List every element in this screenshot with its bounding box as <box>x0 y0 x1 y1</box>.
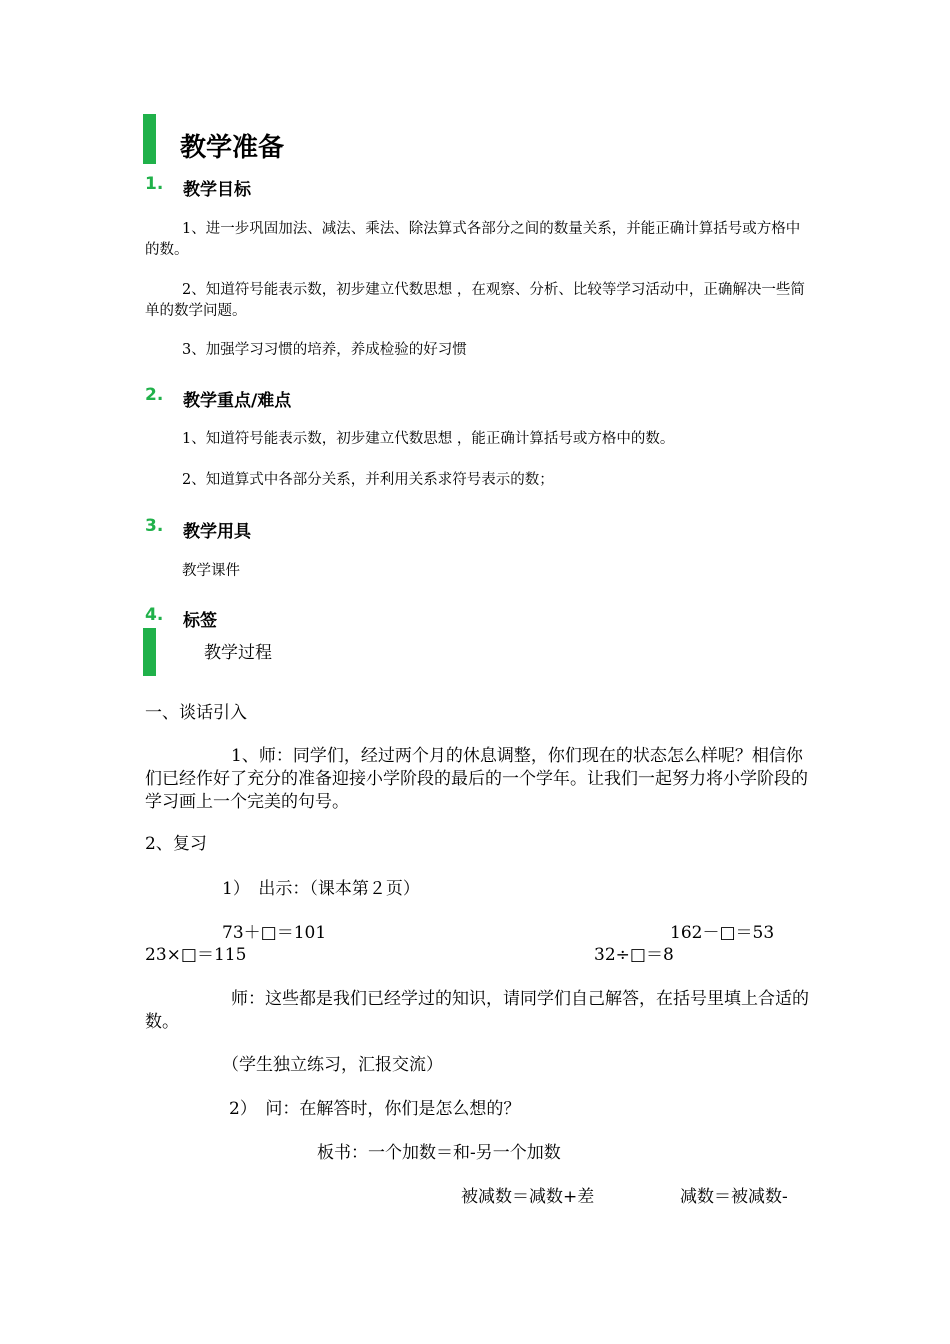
board-line-2: 被减数＝减数+差 <box>461 1187 595 1207</box>
key-point-1: 1、知道符号能表示数，初步建立代数思想 ，能正确计算括号或方格中的数。 <box>182 431 675 447</box>
board-line-3: 减数＝被减数- <box>680 1187 788 1207</box>
goal-1: 1、进一步巩固加法、减法、乘法、除法算式各部分之间的数量关系，并能正确计算括号或方格中的数。 <box>145 221 801 258</box>
equation: 162－□＝53 <box>670 923 775 943</box>
section-title-tags: 标签 <box>183 611 217 631</box>
equation: 23×□＝115 <box>145 945 247 965</box>
process-title: 教学过程 <box>204 643 272 663</box>
section-number: 3. <box>145 516 164 536</box>
part2-heading: 2、复习 <box>145 834 207 854</box>
section-title-tools: 教学用具 <box>183 522 251 542</box>
section-number: 4. <box>145 605 164 625</box>
section-number: 2. <box>145 385 164 405</box>
section-title-key-points: 教学重点/难点 <box>183 391 292 411</box>
teacher-text: 师：这些都是我们已经学过的知识，请同学们自己解答，在括号里填上合适的数。 <box>145 989 809 1032</box>
equation: 73＋□＝101 <box>222 923 327 943</box>
part1-heading: 一、谈话引入 <box>145 703 247 723</box>
key-point-2: 2、知道算式中各部分关系，并利用关系求符号表示的数； <box>182 472 554 488</box>
section-title-goals: 教学目标 <box>183 180 251 200</box>
equation: 32÷□＝8 <box>594 945 674 965</box>
goal-2: 2、知道符号能表示数，初步建立代数思想 ，在观察、分析、比较等学习活动中，正确解决一些简单的数学问题。 <box>145 282 805 319</box>
part1-text: 1、师：同学们，经过两个月的休息调整，你们现在的状态怎么样呢？相信你们已经作好了充分的准备迎接小学阶段的最后的一个学年。让我们一起努力将小学阶段的学习画上一个完美的句号。 <box>145 746 808 812</box>
section-number: 1. <box>145 174 164 194</box>
student-practice: （学生独立练习，汇报交流） <box>222 1055 443 1075</box>
board-line-1: 板书：一个加数＝和-另一个加数 <box>317 1143 561 1163</box>
goal-3: 3、加强学习习惯的培养，养成检验的好习惯 <box>182 342 467 358</box>
page-title: 教学准备 <box>180 133 285 163</box>
tools-text: 教学课件 <box>182 563 240 579</box>
question: 2） 问：在解答时，你们是怎么想的？ <box>229 1099 521 1119</box>
show-label: 1） 出示：（课本第２页） <box>222 879 420 899</box>
process-accent-bar <box>143 628 156 676</box>
title-accent-bar <box>143 114 156 164</box>
